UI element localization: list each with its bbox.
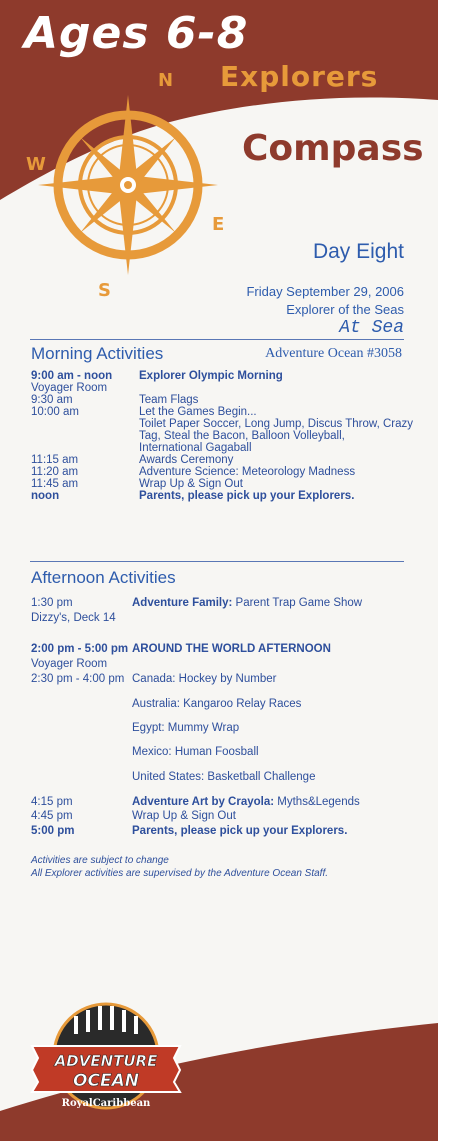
time-label: 4:45 pm — [31, 810, 73, 822]
activity-label: Team Flags — [139, 394, 199, 406]
venue-label: Adventure Ocean #3058 — [265, 346, 402, 361]
divider — [30, 339, 404, 340]
compass-w-label: W — [26, 154, 46, 175]
location-label: Dizzy's, Deck 14 — [31, 612, 116, 624]
compass-s-label: S — [98, 280, 111, 301]
activity-detail: Tag, Steal the Bacon, Balloon Volleyball, — [139, 430, 345, 442]
time-label: 11:15 am — [31, 454, 79, 466]
time-label: 4:15 pm — [31, 796, 73, 808]
disclaimer-line: All Explorer activities are supervised by the Adventure Ocean Staff. — [31, 868, 328, 879]
page-edge — [438, 0, 450, 1141]
time-label: 11:45 am — [31, 478, 79, 490]
time-label: 9:00 am - noon — [31, 370, 113, 382]
activity-label: Mexico: Human Foosball — [132, 746, 259, 758]
date-text: Friday September 29, 2006 — [246, 284, 404, 299]
activity-label: Explorer Olympic Morning — [139, 370, 283, 382]
adventure-ocean-logo — [26, 994, 186, 1124]
logo-line-2: OCEAN — [73, 1071, 139, 1091]
activity-label: Canada: Hockey by Number — [132, 673, 277, 685]
compass-rose-icon — [26, 70, 240, 301]
time-label: 11:20 am — [31, 466, 79, 478]
time-label: 2:30 pm - 4:00 pm — [31, 673, 125, 685]
activity-detail: International Gagaball — [139, 442, 252, 454]
activity-title: Adventure Family: — [132, 597, 233, 609]
time-label: 10:00 am — [31, 406, 79, 418]
time-label: noon — [31, 490, 60, 502]
time-label: 1:30 pm — [31, 597, 73, 609]
activity-title: AROUND THE WORLD AFTERNOON — [132, 643, 331, 655]
afternoon-section-title: Afternoon Activities — [31, 568, 176, 587]
ship-name: Explorer of the Seas — [286, 302, 404, 317]
activity-label: Egypt: Mummy Wrap — [132, 722, 240, 734]
time-label: 5:00 pm — [31, 825, 75, 837]
logo-brand: RoyalCaribbean — [61, 1098, 151, 1109]
activity-label: Let the Games Begin... — [139, 406, 257, 418]
time-label: 2:00 pm - 5:00 pm — [31, 643, 129, 655]
day-label: Day Eight — [312, 240, 404, 263]
activity-label: Awards Ceremony — [139, 454, 234, 466]
activity-label: United States: Basketball Challenge — [132, 771, 316, 783]
location-text: At Sea — [339, 318, 404, 338]
activity-title: Adventure Art by Crayola: — [132, 796, 275, 808]
logo-line-1: ADVENTURE — [54, 1052, 158, 1070]
time-label: 9:30 am — [31, 394, 73, 406]
disclaimer-line: Activities are subject to change — [31, 855, 169, 866]
activity-label: Adventure Science: Meteorology Madness — [139, 466, 356, 478]
page-title: Compass — [242, 128, 424, 169]
location-label: Voyager Room — [31, 658, 108, 670]
divider — [30, 561, 404, 562]
morning-section-title: Morning Activities — [31, 344, 164, 363]
age-group-title: Ages 6-8 — [24, 8, 249, 59]
activity-label: Parent Trap Game Show — [232, 597, 363, 609]
activity-label: Wrap Up & Sign Out — [139, 478, 243, 490]
activity-label: Australia: Kangaroo Relay Races — [132, 698, 302, 710]
activity-label: Wrap Up & Sign Out — [132, 810, 236, 822]
location-label: Voyager Room — [31, 382, 108, 394]
group-name: Explorers — [220, 60, 379, 93]
compass-n-label: N — [158, 70, 174, 91]
activity-detail: Toilet Paper Soccer, Long Jump, Discus Throw, Crazy — [139, 418, 413, 430]
activity-label: Myths&Legends — [274, 796, 360, 808]
pickup-reminder: Parents, please pick up your Explorers. — [139, 490, 355, 502]
compass-e-label: E — [212, 214, 225, 235]
pickup-reminder: Parents, please pick up your Explorers. — [132, 825, 348, 837]
